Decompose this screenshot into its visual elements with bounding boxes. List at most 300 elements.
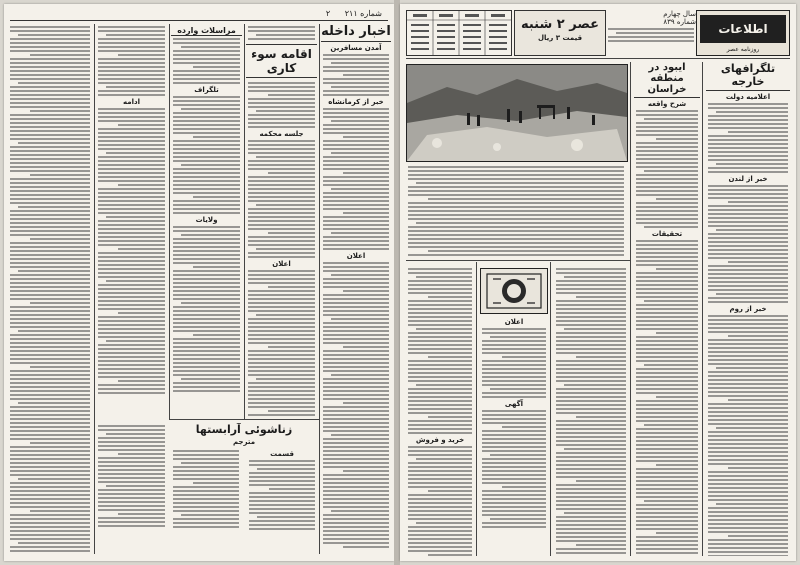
text-line [248,406,315,408]
text-line [408,230,624,232]
text-line [173,474,239,476]
text-line [408,238,624,240]
text-line [408,506,472,508]
text-line [248,318,315,320]
text-line [98,192,165,194]
text-line [10,518,90,520]
text-line [10,506,90,508]
text-line [482,458,546,460]
text-line [556,292,626,294]
khorasan-story [634,62,700,556]
text-line [556,484,626,486]
text-line [10,146,90,148]
text-line [248,366,315,368]
text-line [556,536,626,538]
text-line [98,132,165,134]
text-line [343,470,389,472]
text-line [18,270,90,272]
text-line [636,150,698,152]
text-line [556,444,626,446]
text-line [708,471,788,473]
text-line [408,210,624,212]
text-line [248,310,315,312]
text-line [248,302,315,304]
text-line [323,522,389,524]
text-line [708,213,788,215]
text-line [482,498,546,500]
text-line [118,312,165,314]
text-line [636,528,698,530]
text-line [408,166,624,168]
text-line [636,154,698,156]
text-line [173,62,240,64]
text-line [323,184,389,186]
text-line [98,517,165,519]
column-continuation [8,24,92,554]
text-line [173,318,240,320]
text-line [98,136,165,138]
text-line [10,190,90,192]
text-line [482,396,546,398]
text-line [10,218,90,220]
text-line [181,462,239,464]
text-line [323,418,389,420]
text-line [323,282,389,284]
text-line [173,96,240,98]
text-line [728,335,788,337]
text-line [323,414,389,416]
text-line [323,310,389,312]
text-line [331,374,389,376]
text-line [248,196,315,198]
text-line [708,331,788,333]
text-line [636,222,698,224]
text-line [708,135,788,137]
text-line [636,264,698,266]
text-line [323,506,389,508]
text-line [10,234,90,236]
text-line [248,86,315,88]
text-line [10,266,90,268]
foreign-telegrams [706,62,790,556]
text-line [708,451,788,453]
text-line [10,194,90,196]
text-line [708,323,788,325]
text-line [10,30,90,32]
text-line [323,462,389,464]
text-line [556,288,626,290]
text-line [482,478,546,480]
text-line [173,112,240,114]
text-line [248,220,315,222]
domestic-news-headline: اخبار داخله [321,24,391,42]
text-line [10,58,90,60]
text-line [482,418,546,420]
text-line [10,502,90,504]
text-line [323,244,389,246]
text-line [173,38,240,40]
text-line [10,94,90,96]
text-line [608,36,694,38]
column-prosecution [246,24,317,417]
text-line [173,250,240,252]
text-line [98,497,165,499]
text-line [249,476,315,478]
text-line [408,234,624,236]
text-line [248,122,315,124]
text-line [708,257,788,259]
text-line [708,435,788,437]
text-line [644,500,698,502]
text-line [10,214,90,216]
text-line [556,520,626,522]
text-line [323,486,389,488]
text-line [343,546,389,548]
text-line [98,368,165,370]
text-line [636,492,698,494]
text-line [323,108,389,110]
text-line [173,518,239,520]
text-line [408,170,624,172]
text-line [323,208,389,210]
text-line [269,488,315,490]
text-line [408,288,472,290]
text-line [708,343,788,345]
text-line [10,202,90,204]
text-line [482,438,546,440]
column-rule [550,262,551,556]
text-line [708,411,788,413]
text-line [173,104,240,106]
text-line [408,254,624,256]
text-line [249,496,315,498]
text-line [556,344,626,346]
text-line [256,378,315,380]
text-line [181,234,240,236]
text-line [636,146,698,148]
text-line [248,414,315,416]
text-line [408,368,472,370]
text-line [343,136,389,138]
text-line [173,246,240,248]
text-line [708,371,788,373]
text-line [408,272,472,274]
text-line [323,514,389,516]
text-line [173,346,240,348]
text-line [10,166,90,168]
lower-notice-headline: اعلان [504,318,524,326]
text-line [18,478,90,480]
text-line [173,506,239,508]
text-line [636,126,698,128]
text-line [556,412,626,414]
text-line [248,82,315,84]
text-line [98,220,165,222]
text-line [10,434,90,436]
text-line [323,530,389,532]
text-line [323,534,389,536]
text-line [636,368,698,370]
text-line [323,350,389,352]
text-line [323,216,389,218]
text-line [173,322,240,324]
text-line [708,515,788,517]
text-line [248,256,315,258]
text-line [408,380,472,382]
text-line [708,237,788,239]
text-line [636,472,698,474]
text-line [556,420,626,422]
text-line [482,410,546,412]
text-line [490,454,546,456]
text-line [656,464,698,466]
text-line [556,360,626,362]
text-line [248,180,315,182]
text-line [249,472,315,474]
text-line [408,478,472,480]
text-line [636,476,698,478]
text-line [248,334,315,336]
text-line [10,150,90,152]
text-line [636,134,698,136]
text-line [248,160,315,162]
text-line [708,209,788,211]
text-line [10,254,90,256]
text-line [323,228,389,230]
text-line [556,268,626,270]
text-line [248,270,315,272]
text-line [98,493,165,495]
text-line [708,391,788,393]
right-page [400,4,796,561]
text-line [98,108,165,110]
text-line [408,336,472,338]
text-line [248,298,315,300]
text-line [708,249,788,251]
text-line [10,126,90,128]
text-line [556,524,626,526]
text-line [173,458,239,460]
text-line [323,518,389,520]
text-line [98,268,165,270]
text-line [576,416,626,418]
text-line [98,196,165,198]
text-line [30,54,90,56]
text-line [323,116,389,118]
text-line [98,332,165,334]
text-line [556,396,626,398]
text-line [636,130,698,132]
text-line [10,370,90,372]
text-line [98,42,165,44]
text-line [636,344,698,346]
text-line [708,245,788,247]
text-line [556,488,626,490]
text-line [248,390,315,392]
text-line [556,436,626,438]
text-line [556,352,626,354]
text-line [98,176,165,178]
text-line [408,388,472,390]
text-line [173,226,240,228]
text-line [173,262,240,264]
text-line [636,524,698,526]
text-line [428,250,624,252]
column-lower-c [406,266,474,556]
text-line [428,198,624,200]
text-line [331,232,389,234]
text-line [482,490,546,492]
text-line [636,468,698,470]
text-line [248,106,315,108]
text-line [98,469,165,471]
text-line [556,388,626,390]
text-line [636,460,698,462]
text-line [173,254,240,256]
text-line [556,364,626,366]
text-line [556,492,626,494]
text-line [248,90,315,92]
text-line [98,328,165,330]
text-line [708,479,788,481]
text-line [173,354,240,356]
text-line [408,428,472,430]
text-line [98,288,165,290]
text-line [556,272,626,274]
text-line [10,486,90,488]
text-line [193,266,240,268]
text-line [256,204,315,206]
domestic-news-subhead-1: آمدن مسافرین [330,44,382,52]
text-line [323,192,389,194]
column-rule [319,24,320,554]
text-line [323,474,389,476]
text-line [556,308,626,310]
text-line [636,276,698,278]
text-line [428,490,472,492]
text-line [10,454,90,456]
text-line [10,246,90,248]
text-line [408,534,472,536]
text-line [408,518,472,520]
text-line [18,34,90,36]
section-divider [406,260,630,261]
text-line [98,58,165,60]
text-line [98,292,165,294]
foreign-telegrams-subhead-3: خبر از روم [729,305,767,313]
text-line [106,86,165,88]
text-line [323,298,389,300]
text-line [636,206,698,208]
text-line [257,516,315,518]
text-line [256,248,315,250]
text-line [248,330,315,332]
text-line [173,54,240,56]
text-line [323,466,389,468]
text-line [644,170,698,172]
text-line [408,408,472,410]
text-line [98,164,165,166]
text-line [323,196,389,198]
text-line [248,168,315,170]
text-line [636,456,698,458]
text-line [331,120,389,122]
advertisement-emblem [480,268,548,314]
text-line [256,314,315,316]
text-line [636,312,698,314]
text-line [248,152,315,154]
text-line [636,142,698,144]
text-line [98,236,165,238]
text-line [728,467,788,469]
text-line [708,363,788,365]
text-line [482,360,546,362]
serial-story-subhead-1: مترجم [232,438,256,446]
issue-number: شماره ۲۱۱ [344,9,382,18]
text-line [98,252,165,254]
text-line [636,484,698,486]
text-line [248,118,315,120]
text-line [636,420,698,422]
text-line [636,240,698,242]
text-line [343,172,389,174]
text-line [173,490,239,492]
text-line [343,346,389,348]
text-line [173,522,239,524]
banner [514,10,606,56]
text-line [708,403,788,405]
text-line [323,82,389,84]
text-line [323,354,389,356]
text-line [181,164,240,166]
text-line [636,316,698,318]
text-line [728,131,788,133]
text-line [173,168,240,170]
text-line [408,404,472,406]
text-line [323,378,389,380]
text-line [331,152,389,154]
text-line [408,190,624,192]
text-line [173,370,240,372]
text-line [118,453,165,455]
text-line [248,402,315,404]
text-line [636,488,698,490]
text-line [408,242,624,244]
text-line [173,230,240,232]
text-line [556,496,626,498]
text-line [10,182,90,184]
text-line [10,102,90,104]
text-line [10,338,90,340]
text-line [173,140,240,142]
text-line [408,450,472,452]
text-line [10,170,90,172]
text-line [173,290,240,292]
text-line [98,308,165,310]
text-line [248,354,315,356]
text-line [98,525,165,527]
text-line [323,326,389,328]
text-line [256,156,315,158]
text-line [98,120,165,122]
text-line [408,462,472,464]
text-line [636,114,698,116]
text-line [173,58,240,60]
text-line [408,340,472,342]
text-line [416,276,472,278]
photo-caption-text [406,164,626,258]
text-line [248,148,315,150]
